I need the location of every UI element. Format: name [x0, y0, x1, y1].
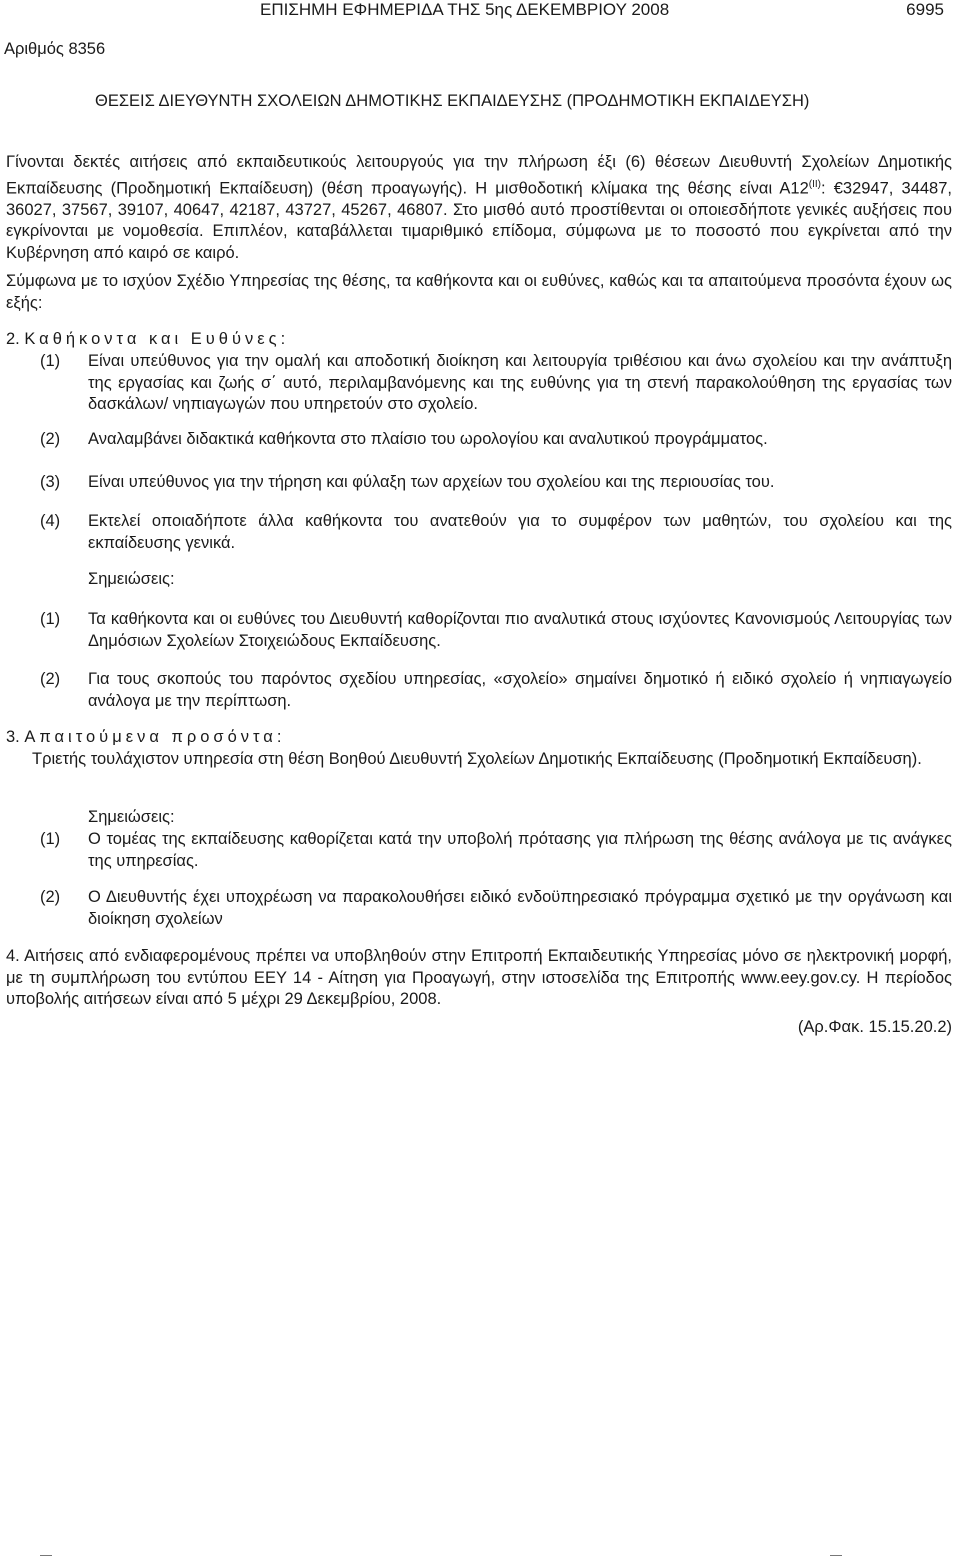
section-2-heading: [6, 330, 285, 349]
duty-number: (3): [40, 473, 61, 491]
note-item: [40, 669, 952, 712]
duty-item: [40, 429, 952, 451]
section-4-paragraph: [6, 946, 952, 1011]
section-2-title: Καθήκοντα και Ευθύνες: [24, 330, 281, 348]
gazette-title: ΕΠΙΣΗΜΗ ΕΦΗΜΕΡΙΔΑ ΤΗΣ 5ης ΔΕΚΕΜΒΡΙΟΥ 2008: [260, 0, 670, 19]
file-reference: (Αρ.Φακ. 15.15.20.2): [797, 1018, 952, 1036]
duty-item: [40, 351, 952, 416]
intro-text-part1: Γίνονται δεκτές αιτήσεις από εκπαιδευτικούς λειτουργούς για την πλήρωση έξι (6) θέσεων Διευθυντή Σχολείων Δημοτικής Εκπαίδευσης (Προδημοτική Εκπαίδευση) (θέση προαγωγής). Η μισθοδοτική κλίμακα της θέσης είναι Α12: [6, 153, 952, 198]
duty-text: Αναλαμβάνει διδακτικά καθήκοντα στο πλαίσιο του ωρολογίου και αναλυτικού προγράμματος.: [88, 430, 768, 448]
page-header: [0, 0, 960, 24]
notice-heading: ΘΕΣΕΙΣ ΔΙΕΥΘΥΝΤΗ ΣΧΟΛΕΙΩΝ ΔΗΜΟΤΙΚΗΣ ΕΚΠΑΙΔΕΥΣΗΣ (ΠΡΟΔΗΜΟΤΙΚΗ ΕΚΠΑΙΔΕΥΣΗ): [95, 92, 810, 110]
duty-text: Είναι υπεύθυνος για την τήρηση και φύλαξη των αρχείων του σχολείου και της περιουσίας του.: [88, 473, 775, 491]
duty-number: (4): [40, 512, 61, 530]
section-3-notes-label: Σημειώσεις:: [88, 808, 175, 826]
duty-item: [40, 511, 952, 554]
section-2-number: 2.: [6, 330, 20, 348]
footer-mark: [40, 1555, 52, 1556]
note-text: Ο τομέας της εκπαίδευσης καθορίζεται κατά την υποβολή πρότασης για πλήρωση της θέσης ανάλογα με τις ανάγκες της υπηρεσίας.: [88, 830, 952, 870]
note-text: Για τους σκοπούς του παρόντος σχεδίου υπηρεσίας, «σχολείο» σημαίνει δημοτικό ή ειδικό σχολείο ή νηπιαγωγείο ανάλογα με την περίπτωση.: [88, 670, 952, 710]
section-3-colon: :: [276, 728, 282, 746]
section-3-title: Απαιτούμενα προσόντα: [24, 728, 277, 746]
section-2-colon: :: [280, 330, 286, 348]
intro-paragraph: [6, 152, 952, 264]
intro-text-part2: : €32947, 34487, 36027, 37567, 39107, 40647, 42187, 43727, 45267, 46807. Στο μισθό αυτό προστίθενται οι οποιεσδήποτε γενικές αυξήσεις που εγκρίνονται με νομοθεσία. Επιπλέον, καταβάλλεται τιμαριθμικό επίδομα, σύμφωνα με το ποσοστό που εγκρίνεται από την Κυβέρνηση από καιρό σε καιρό.: [6, 179, 952, 262]
note-number: (2): [40, 888, 61, 906]
note-number: (2): [40, 670, 61, 688]
section-4-number: 4.: [6, 947, 20, 965]
salary-scale-superscript: (ΙΙ): [808, 178, 821, 190]
note-text: Ο Διευθυντής έχει υποχρέωση να παρακολουθήσει ειδικό ενδοϋπηρεσιακό πρόγραμμα σχετικό με την οργάνωση και διοίκηση σχολείων: [88, 888, 952, 928]
scheme-intro-paragraph: Σύμφωνα με το ισχύον Σχέδιο Υπηρεσίας της θέσης, τα καθήκοντα και οι ευθύνες, καθώς και τα απαιτούμενα προσόντα έχουν ως εξής:: [6, 272, 952, 312]
note-number: (1): [40, 830, 61, 848]
note-item: [40, 887, 952, 930]
duty-item: [40, 472, 952, 494]
note-item: [40, 829, 952, 872]
duty-text: Είναι υπεύθυνος για την ομαλή και αποδοτική διοίκηση και λειτουργία τριθέσιου και άνω σχολείου και την ανάπτυξη της εργασίας και ζωής σ΄ αυτό, περιλαμβανόμενης και της ευθύνης για τη στενή παρακολούθηση της εργασίας των δασκάλων/ νηπιαγωγών που υπηρετούν στο σχολείο.: [88, 352, 952, 414]
qualifications-text: Τριετής τουλάχιστον υπηρεσία στη θέση Βοηθού Διευθυντή Σχολείων Δημοτικής Εκπαίδευσης (Προδημοτική Εκπαίδευση).: [32, 750, 922, 768]
section-3-heading: [6, 728, 281, 747]
note-number: (1): [40, 610, 61, 628]
section-2-notes-label: Σημειώσεις:: [88, 570, 175, 588]
note-text: Τα καθήκοντα και οι ευθύνες του Διευθυντή καθορίζονται πιο αναλυτικά στους ισχύοντες Κανονισμούς Λειτουργίας των Δημόσιων Σχολείων Στοιχειώδους Εκπαίδευσης.: [88, 610, 952, 650]
note-item: [40, 609, 952, 652]
duty-text: Εκτελεί οποιαδήποτε άλλα καθήκοντα του ανατεθούν για το συμφέρον των μαθητών, του σχολείου και της εκπαίδευσης γενικά.: [88, 512, 952, 552]
duty-number: (1): [40, 352, 61, 370]
section-3-number: 3.: [6, 728, 20, 746]
page-number: 6995: [906, 0, 944, 19]
duty-number: (2): [40, 430, 61, 448]
notice-number: Αριθμός 8356: [4, 40, 106, 58]
footer-mark: [830, 1555, 842, 1556]
section-4-text: Αιτήσεις από ενδιαφερομένους πρέπει να υποβληθούν στην Επιτροπή Εκπαιδευτικής Υπηρεσίας μόνο σε ηλεκτρονική μορφή, με τη συμπλήρωση του εντύπου ΕΕΥ 14 - Αίτηση για Προαγωγή, στην ιστοσελίδα της Επιτροπής www.eey.gov.cy. Η περίοδος υποβολής αιτήσεων είναι από 5 μέχρι 29 Δεκεμβρίου, 2008.: [6, 947, 952, 1009]
